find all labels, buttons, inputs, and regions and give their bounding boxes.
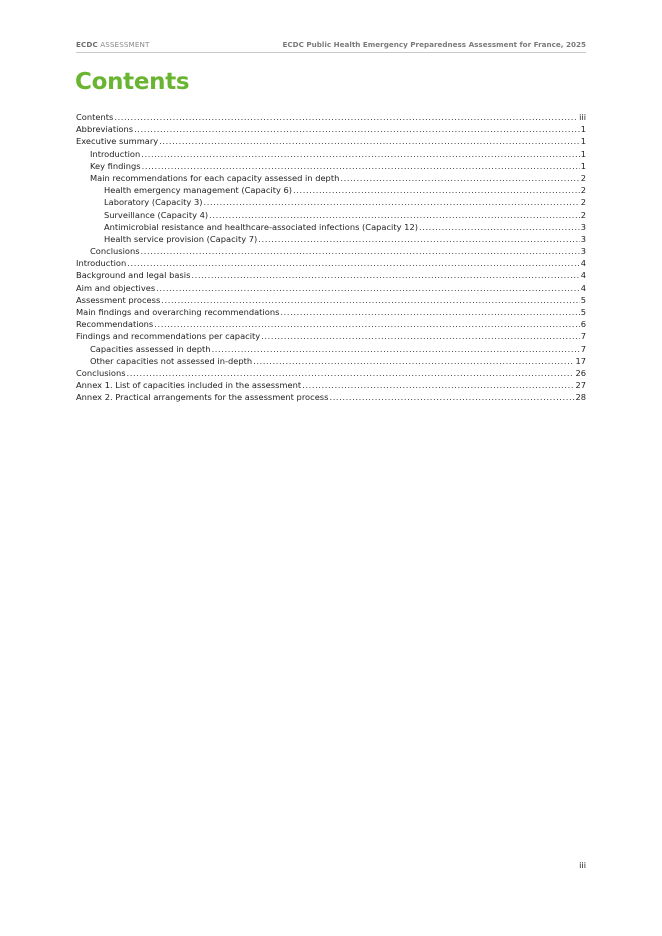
toc-entry-title: Main recommendations for each capacity assessed in depth: [90, 172, 340, 183]
toc-entry-page: 28: [575, 392, 586, 403]
toc-entry-page: 1: [580, 160, 586, 171]
toc-entry-title: Key findings: [90, 160, 141, 171]
toc-leader-dots: [212, 343, 580, 355]
toc-entry-title: Main findings and overarching recommendations: [76, 307, 280, 317]
toc-entry-page: 26: [575, 367, 586, 378]
toc-leader-dots: [159, 135, 580, 147]
toc-entry-title: Background and legal basis: [76, 270, 191, 281]
toc-entry[interactable]: [76, 209, 586, 221]
toc-entry-title: Introduction: [90, 148, 141, 159]
toc-entry[interactable]: [76, 282, 586, 294]
toc-entry-page: 5: [580, 294, 586, 305]
toc-entry-title: Laboratory (Capacity 3): [104, 197, 203, 208]
toc-entry-title: Conclusions: [90, 246, 140, 257]
toc-entry-page: 1: [580, 124, 586, 135]
toc-entry[interactable]: [76, 245, 586, 257]
toc-entry[interactable]: [76, 343, 586, 355]
toc-leader-dots: [191, 269, 579, 281]
toc-leader-dots: [141, 148, 579, 160]
toc-entry[interactable]: [76, 306, 586, 318]
toc-entry-title: Capacities assessed in depth: [90, 343, 211, 354]
toc-entry-page: 6: [580, 319, 586, 330]
toc-entry[interactable]: [76, 233, 586, 245]
toc-entry-title: Recommendations: [76, 319, 154, 330]
toc-leader-dots: [329, 391, 574, 403]
toc-entry-page: 4: [580, 282, 586, 293]
toc-entry[interactable]: [76, 330, 586, 342]
header-left: [76, 40, 149, 49]
running-header: [76, 38, 586, 53]
toc-entry-title: Executive summary: [76, 136, 159, 147]
toc-entry[interactable]: [76, 184, 586, 196]
toc-leader-dots: [134, 123, 580, 135]
toc-entry-page: 7: [580, 343, 586, 354]
toc-leader-dots: [154, 318, 579, 330]
toc-entry[interactable]: [76, 379, 586, 391]
toc-leader-dots: [141, 245, 580, 257]
toc-entry-page: 3: [580, 246, 586, 257]
toc-leader-dots: [127, 257, 579, 269]
page-number: iii: [579, 860, 586, 870]
toc-entry-title: Annex 1. List of capacities included in the assessment: [76, 380, 302, 391]
toc-entry-page: 1: [580, 148, 586, 159]
toc-entry-page: 17: [575, 355, 586, 366]
toc-entry-page: 5: [580, 307, 586, 317]
toc-entry-page: iii: [579, 112, 586, 122]
toc-entry-page: 3: [580, 221, 586, 232]
toc-entry[interactable]: [76, 367, 586, 379]
toc-entry[interactable]: [76, 135, 586, 147]
toc-entry-title: Surveillance (Capacity 4): [104, 209, 209, 220]
toc-entry-page: 7: [580, 331, 586, 342]
toc-leader-dots: [293, 184, 580, 196]
toc-leader-dots: [258, 233, 579, 245]
header-doc-title: ECDC Public Health Emergency Preparedness Assessment for France, 2025: [282, 40, 586, 49]
toc-entry[interactable]: [76, 123, 586, 135]
toc-entry-page: 2: [580, 197, 586, 208]
toc-entry[interactable]: [76, 355, 586, 367]
toc-entry-page: 2: [580, 172, 586, 183]
toc-entry-page: 2: [580, 209, 586, 220]
toc-entry-title: Conclusions: [76, 367, 126, 378]
toc-leader-dots: [156, 282, 580, 294]
toc-leader-dots: [209, 209, 580, 221]
toc-entry-page: 4: [580, 258, 586, 269]
toc-entry[interactable]: [76, 148, 586, 160]
toc-entry[interactable]: [76, 196, 586, 208]
page-title: Contents: [75, 69, 190, 95]
header-section: ASSESSMENT: [100, 40, 150, 49]
toc-leader-dots: [161, 294, 579, 306]
toc-entry-title: Health emergency management (Capacity 6): [104, 185, 293, 196]
toc-entry-page: 1: [580, 136, 586, 147]
toc-entry[interactable]: [76, 294, 586, 306]
toc-entry[interactable]: [76, 318, 586, 330]
toc-entry[interactable]: [76, 269, 586, 281]
toc-entry-page: 3: [580, 233, 586, 244]
toc-entry-title: Introduction: [76, 258, 127, 269]
toc-entry-title: Contents: [76, 112, 114, 122]
toc-entry-title: Findings and recommendations per capacity: [76, 331, 261, 342]
toc-leader-dots: [142, 160, 580, 172]
toc-entry[interactable]: [76, 160, 586, 172]
toc-entry-title: Assessment process: [76, 294, 161, 305]
toc-entry-title: Aim and objectives: [76, 282, 156, 293]
toc-entry[interactable]: [76, 391, 586, 403]
toc-leader-dots: [340, 172, 579, 184]
toc-leader-dots: [127, 367, 575, 379]
toc-leader-dots: [302, 379, 574, 391]
toc-leader-dots: [419, 221, 580, 233]
toc-entry[interactable]: [76, 257, 586, 269]
toc-entry-title: Abbreviations: [76, 124, 134, 135]
toc-entry-page: 27: [575, 380, 586, 391]
toc-entry-title: Annex 2. Practical arrangements for the assessment process: [76, 392, 329, 403]
toc-leader-dots: [253, 355, 574, 367]
toc-entry[interactable]: [76, 111, 586, 123]
header-org: ECDC: [76, 40, 98, 49]
toc-entry[interactable]: [76, 172, 586, 184]
toc-entry-page: 4: [580, 270, 586, 281]
toc-entry-title: Health service provision (Capacity 7): [104, 233, 258, 244]
toc-leader-dots: [114, 111, 578, 123]
table-of-contents: [76, 111, 586, 404]
toc-entry-page: 2: [580, 185, 586, 196]
toc-entry-title: Antimicrobial resistance and healthcare-associated infections (Capacity 12): [104, 221, 418, 232]
toc-leader-dots: [203, 196, 579, 208]
toc-leader-dots: [261, 330, 580, 342]
toc-entry-title: Other capacities not assessed in-depth: [90, 355, 253, 366]
toc-entry[interactable]: [76, 221, 586, 233]
toc-leader-dots: [280, 306, 579, 318]
